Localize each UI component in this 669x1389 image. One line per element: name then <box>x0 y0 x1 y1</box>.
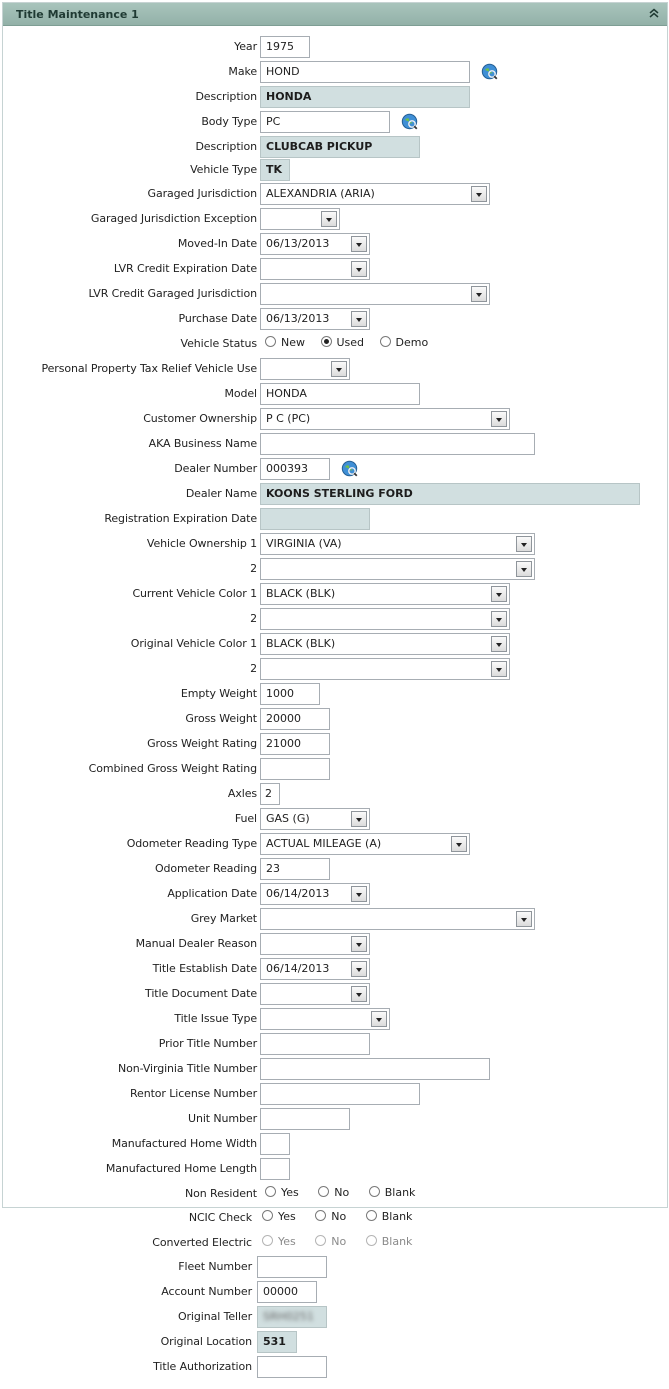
panel-header <box>3 3 667 26</box>
row-vehicle-ownership-1 <box>3 533 669 556</box>
row-axles <box>3 783 669 806</box>
dealer-lookup-icon[interactable] <box>341 460 358 477</box>
title-issue-type-label: Title Issue Type <box>174 1012 257 1025</box>
customer-ownership-value: P C (PC) <box>266 412 311 425</box>
empty-weight-value: 1000 <box>266 687 294 700</box>
manual-dealer-reason-select[interactable] <box>260 933 370 955</box>
ncic-check-label: NCIC Check <box>188 1211 252 1224</box>
current-vehicle-color-1-label: Current Vehicle Color 1 <box>132 587 257 600</box>
fuel-value: GAS (G) <box>266 812 310 825</box>
manufactured-home-width-label: Manufactured Home Width <box>111 1137 257 1150</box>
manufactured-home-length-label: Manufactured Home Length <box>105 1162 257 1175</box>
current-vehicle-color-1-value: BLACK (BLK) <box>266 587 336 600</box>
row-make-description <box>3 86 669 109</box>
row-unit-number <box>3 1108 669 1131</box>
row-title-document-date <box>3 983 669 1006</box>
ncic-check-yes-radio[interactable]: Yes <box>262 1210 296 1223</box>
vehicle-ownership-2-label: 2 <box>250 562 257 575</box>
body-type-lookup-icon[interactable] <box>401 113 418 130</box>
row-fuel <box>3 808 669 831</box>
chevron-down-icon[interactable] <box>351 986 367 1002</box>
original-teller-field <box>257 1306 327 1328</box>
row-current-vehicle-color-2 <box>3 608 669 631</box>
vehicle-ownership-2-select[interactable] <box>260 558 535 580</box>
row-converted-electric <box>0 1232 669 1255</box>
purchase-date-label: Purchase Date <box>178 312 257 325</box>
application-date-label: Application Date <box>167 887 257 900</box>
non-resident-radio-group <box>265 1186 427 1199</box>
current-vehicle-color-2-select[interactable] <box>260 608 510 630</box>
rentor-license-number-label: Rentor License Number <box>129 1087 257 1100</box>
grey-market-label: Grey Market <box>190 912 257 925</box>
lvr-credit-garaged-jurisdiction-select[interactable] <box>260 283 490 305</box>
title-document-date-label: Title Document Date <box>145 987 257 1000</box>
vehicle-status-new-radio[interactable]: New <box>265 336 305 349</box>
panel-title: Title Maintenance 1 <box>16 8 139 21</box>
row-registration-expiration-date <box>3 508 669 531</box>
row-body-type <box>3 111 669 134</box>
application-date-select[interactable] <box>260 883 370 905</box>
aka-business-name-input[interactable] <box>260 433 535 455</box>
vehicle-status-used-radio[interactable]: Used <box>321 336 365 349</box>
row-moved-in-date <box>3 233 669 256</box>
chevron-down-icon[interactable] <box>351 936 367 952</box>
chevron-down-icon[interactable] <box>451 836 467 852</box>
fleet-number-label: Fleet Number <box>178 1260 252 1273</box>
make-label: Make <box>228 65 257 78</box>
row-original-teller <box>0 1306 669 1329</box>
dealer-number-value: 000393 <box>266 462 308 475</box>
vehicle-ownership-1-value: VIRGINIA (VA) <box>266 537 342 550</box>
body-description-label: Description <box>195 140 257 153</box>
row-odometer-reading <box>3 858 669 881</box>
year-value: 1975 <box>266 40 294 53</box>
body-description-value: CLUBCAB PICKUP <box>266 140 373 153</box>
row-grey-market <box>3 908 669 931</box>
converted-electric-blank-radio: Blank <box>366 1235 413 1248</box>
row-prior-title-number <box>3 1033 669 1056</box>
gross-weight-rating-value: 21000 <box>266 737 301 750</box>
combined-gross-weight-rating-input[interactable] <box>260 758 330 780</box>
row-title-authorization <box>0 1356 669 1379</box>
row-title-establish-date <box>3 958 669 981</box>
title-establish-date-select[interactable] <box>260 958 370 980</box>
row-manual-dealer-reason <box>3 933 669 956</box>
row-ncic-check <box>0 1207 669 1230</box>
row-dealer-name <box>3 483 669 506</box>
chevron-down-icon[interactable] <box>351 261 367 277</box>
chevron-down-icon[interactable] <box>351 886 367 902</box>
gross-weight-input[interactable] <box>260 708 330 730</box>
chevron-down-icon[interactable] <box>471 286 487 302</box>
non-resident-no-radio[interactable]: No <box>318 1186 349 1199</box>
manufactured-home-width-input[interactable] <box>260 1133 290 1155</box>
current-vehicle-color-2-label: 2 <box>250 612 257 625</box>
row-vehicle-type <box>3 159 669 182</box>
non-resident-blank-radio[interactable]: Blank <box>369 1186 416 1199</box>
row-fleet-number <box>0 1256 669 1279</box>
pptr-vehicle-use-select[interactable] <box>260 358 350 380</box>
grey-market-select[interactable] <box>260 908 535 930</box>
original-vehicle-color-1-label: Original Vehicle Color 1 <box>130 637 257 650</box>
model-label: Model <box>224 387 257 400</box>
moved-in-date-label: Moved-In Date <box>177 237 257 250</box>
moved-in-date-select[interactable] <box>260 233 370 255</box>
gross-weight-label: Gross Weight <box>185 712 257 725</box>
gross-weight-rating-input[interactable] <box>260 733 330 755</box>
chevron-down-icon[interactable] <box>351 236 367 252</box>
axles-input[interactable] <box>260 783 280 805</box>
row-title-issue-type <box>3 1008 669 1031</box>
fuel-label: Fuel <box>234 812 257 825</box>
body-type-label: Body Type <box>201 115 257 128</box>
body-type-value: PC <box>266 115 281 128</box>
account-number-input[interactable] <box>257 1281 317 1303</box>
row-combined-gross-weight-rating <box>3 758 669 781</box>
original-teller-value: SRH0251 <box>263 1310 314 1323</box>
chevron-down-icon[interactable] <box>491 411 507 427</box>
row-year <box>3 36 669 59</box>
combined-gross-weight-rating-label: Combined Gross Weight Rating <box>88 762 257 775</box>
gross-weight-rating-label: Gross Weight Rating <box>147 737 257 750</box>
row-model <box>3 383 669 406</box>
chevron-down-icon[interactable] <box>471 186 487 202</box>
row-body-description <box>3 136 669 159</box>
chevron-down-icon[interactable] <box>371 1011 387 1027</box>
ncic-check-blank-radio[interactable]: Blank <box>366 1210 413 1223</box>
row-make <box>3 61 669 84</box>
row-gross-weight-rating <box>3 733 669 756</box>
row-pptr-vehicle-use <box>3 358 669 381</box>
row-rentor-license-number <box>3 1083 669 1106</box>
row-lvr-credit-garaged-jurisdiction <box>3 283 669 306</box>
original-vehicle-color-2-label: 2 <box>250 662 257 675</box>
row-garaged-jurisdiction-exception <box>3 208 669 231</box>
purchase-date-value: 06/13/2013 <box>266 312 330 325</box>
model-input[interactable] <box>260 383 420 405</box>
vehicle-ownership-1-label: Vehicle Ownership 1 <box>146 537 257 550</box>
odometer-reading-label: Odometer Reading <box>154 862 257 875</box>
account-number-value: 00000 <box>263 1285 298 1298</box>
chevron-down-icon[interactable] <box>331 361 347 377</box>
title-authorization-input[interactable] <box>257 1356 327 1378</box>
row-vehicle-ownership-2 <box>3 558 669 581</box>
axles-label: Axles <box>227 787 257 800</box>
row-original-vehicle-color-2 <box>3 658 669 681</box>
unit-number-input[interactable] <box>260 1108 350 1130</box>
ncic-check-radio-group <box>262 1210 424 1223</box>
title-issue-type-select[interactable] <box>260 1008 390 1030</box>
chevron-down-icon[interactable] <box>491 661 507 677</box>
lvr-credit-expiration-date-select[interactable] <box>260 258 370 280</box>
aka-business-name-label: AKA Business Name <box>148 437 257 450</box>
odometer-reading-type-select[interactable] <box>260 833 470 855</box>
original-location-field <box>257 1331 297 1353</box>
converted-electric-no-radio: No <box>315 1235 346 1248</box>
prior-title-number-label: Prior Title Number <box>158 1037 257 1050</box>
manual-dealer-reason-label: Manual Dealer Reason <box>135 937 257 950</box>
non-virginia-title-number-label: Non-Virginia Title Number <box>118 1062 257 1075</box>
lvr-credit-expiration-date-label: LVR Credit Expiration Date <box>113 262 257 275</box>
converted-electric-radio-group <box>262 1235 424 1248</box>
title-establish-date-label: Title Establish Date <box>152 962 257 975</box>
chevron-down-icon[interactable] <box>516 911 532 927</box>
row-lvr-credit-expiration-date <box>3 258 669 281</box>
garaged-jurisdiction-exception-select[interactable] <box>260 208 340 230</box>
row-odometer-reading-type <box>3 833 669 856</box>
row-dealer-number <box>3 458 669 481</box>
original-vehicle-color-1-select[interactable] <box>260 633 510 655</box>
row-customer-ownership <box>3 408 669 431</box>
row-purchase-date <box>3 308 669 331</box>
original-teller-label: Original Teller <box>177 1310 252 1323</box>
make-description-label: Description <box>195 90 257 103</box>
customer-ownership-select[interactable] <box>260 408 510 430</box>
year-input[interactable] <box>260 36 310 58</box>
title-establish-date-value: 06/14/2013 <box>266 962 330 975</box>
odometer-reading-type-value: ACTUAL MILEAGE (A) <box>266 837 382 850</box>
customer-ownership-label: Customer Ownership <box>143 412 257 425</box>
row-aka-business-name <box>3 433 669 456</box>
vehicle-type-value: TK <box>266 163 283 176</box>
title-authorization-label: Title Authorization <box>153 1360 252 1373</box>
make-lookup-icon[interactable] <box>481 63 498 80</box>
chevron-down-icon[interactable] <box>516 561 532 577</box>
vehicle-status-label: Vehicle Status <box>180 337 257 350</box>
collapse-icon[interactable] <box>647 6 661 20</box>
axles-value: 2 <box>265 787 272 800</box>
converted-electric-label: Converted Electric <box>152 1236 252 1249</box>
prior-title-number-input[interactable] <box>260 1033 370 1055</box>
non-resident-label: Non Resident <box>185 1187 257 1200</box>
row-manufactured-home-width <box>3 1133 669 1156</box>
row-garaged-jurisdiction <box>3 183 669 206</box>
title-maintenance-panel <box>2 2 668 1208</box>
row-account-number <box>0 1281 669 1304</box>
row-current-vehicle-color-1 <box>3 583 669 606</box>
moved-in-date-value: 06/13/2013 <box>266 237 330 250</box>
row-manufactured-home-length <box>3 1158 669 1181</box>
odometer-reading-value: 23 <box>266 862 280 875</box>
make-description-value: HONDA <box>266 90 312 103</box>
rentor-license-number-input[interactable] <box>260 1083 420 1105</box>
row-non-virginia-title-number <box>3 1058 669 1081</box>
current-vehicle-color-1-select[interactable] <box>260 583 510 605</box>
fuel-select[interactable] <box>260 808 370 830</box>
vehicle-type-label: Vehicle Type <box>190 163 257 176</box>
pptr-vehicle-use-label: Personal Property Tax Relief Vehicle Use <box>41 362 257 375</box>
odometer-reading-input[interactable] <box>260 858 330 880</box>
unit-number-label: Unit Number <box>188 1112 257 1125</box>
original-vehicle-color-1-value: BLACK (BLK) <box>266 637 336 650</box>
garaged-jurisdiction-label: Garaged Jurisdiction <box>147 187 257 200</box>
registration-expiration-date-field <box>260 508 370 530</box>
body-description-field <box>260 136 420 158</box>
empty-weight-label: Empty Weight <box>180 687 257 700</box>
purchase-date-select[interactable] <box>260 308 370 330</box>
chevron-down-icon[interactable] <box>491 586 507 602</box>
year-label: Year <box>234 40 257 53</box>
make-description-field <box>260 86 470 108</box>
original-location-value: 531 <box>263 1335 286 1348</box>
converted-electric-yes-radio: Yes <box>262 1235 296 1248</box>
chevron-down-icon[interactable] <box>321 211 337 227</box>
chevron-down-icon[interactable] <box>351 811 367 827</box>
model-value: HONDA <box>266 387 307 400</box>
non-virginia-title-number-input[interactable] <box>260 1058 490 1080</box>
title-document-date-select[interactable] <box>260 983 370 1005</box>
row-original-vehicle-color-1 <box>3 633 669 656</box>
non-resident-yes-radio[interactable]: Yes <box>265 1186 299 1199</box>
empty-weight-input[interactable] <box>260 683 320 705</box>
vehicle-status-demo-radio[interactable]: Demo <box>380 336 429 349</box>
chevron-down-icon[interactable] <box>491 611 507 627</box>
garaged-jurisdiction-exception-label: Garaged Jurisdiction Exception <box>90 212 257 225</box>
row-original-location <box>0 1331 669 1354</box>
chevron-down-icon[interactable] <box>351 961 367 977</box>
make-input[interactable] <box>260 61 470 83</box>
chevron-down-icon[interactable] <box>351 311 367 327</box>
make-value: HOND <box>266 65 300 78</box>
account-number-label: Account Number <box>161 1285 252 1298</box>
dealer-number-input[interactable] <box>260 458 330 480</box>
ncic-check-no-radio[interactable]: No <box>315 1210 346 1223</box>
dealer-name-field <box>260 483 640 505</box>
dealer-number-label: Dealer Number <box>174 462 257 475</box>
row-application-date <box>3 883 669 906</box>
original-vehicle-color-2-select[interactable] <box>260 658 510 680</box>
body-type-input[interactable] <box>260 111 390 133</box>
garaged-jurisdiction-select[interactable] <box>260 183 490 205</box>
application-date-value: 06/14/2013 <box>266 887 330 900</box>
chevron-down-icon[interactable] <box>516 536 532 552</box>
dealer-name-value: KOONS STERLING FORD <box>266 487 413 500</box>
dealer-name-label: Dealer Name <box>185 487 257 500</box>
original-location-label: Original Location <box>160 1335 252 1348</box>
vehicle-status-radio-group <box>265 336 440 349</box>
vehicle-type-field <box>260 159 290 181</box>
registration-expiration-date-label: Registration Expiration Date <box>104 512 257 525</box>
odometer-reading-type-label: Odometer Reading Type <box>126 837 257 850</box>
row-vehicle-status <box>3 333 669 356</box>
manufactured-home-length-input[interactable] <box>260 1158 290 1180</box>
fleet-number-input[interactable] <box>257 1256 327 1278</box>
lvr-credit-garaged-jurisdiction-label: LVR Credit Garaged Jurisdiction <box>88 287 257 300</box>
garaged-jurisdiction-value: ALEXANDRIA (ARIA) <box>266 187 375 200</box>
row-non-resident <box>3 1183 669 1206</box>
vehicle-ownership-1-select[interactable] <box>260 533 535 555</box>
row-empty-weight <box>3 683 669 706</box>
gross-weight-value: 20000 <box>266 712 301 725</box>
row-gross-weight <box>3 708 669 731</box>
chevron-down-icon[interactable] <box>491 636 507 652</box>
